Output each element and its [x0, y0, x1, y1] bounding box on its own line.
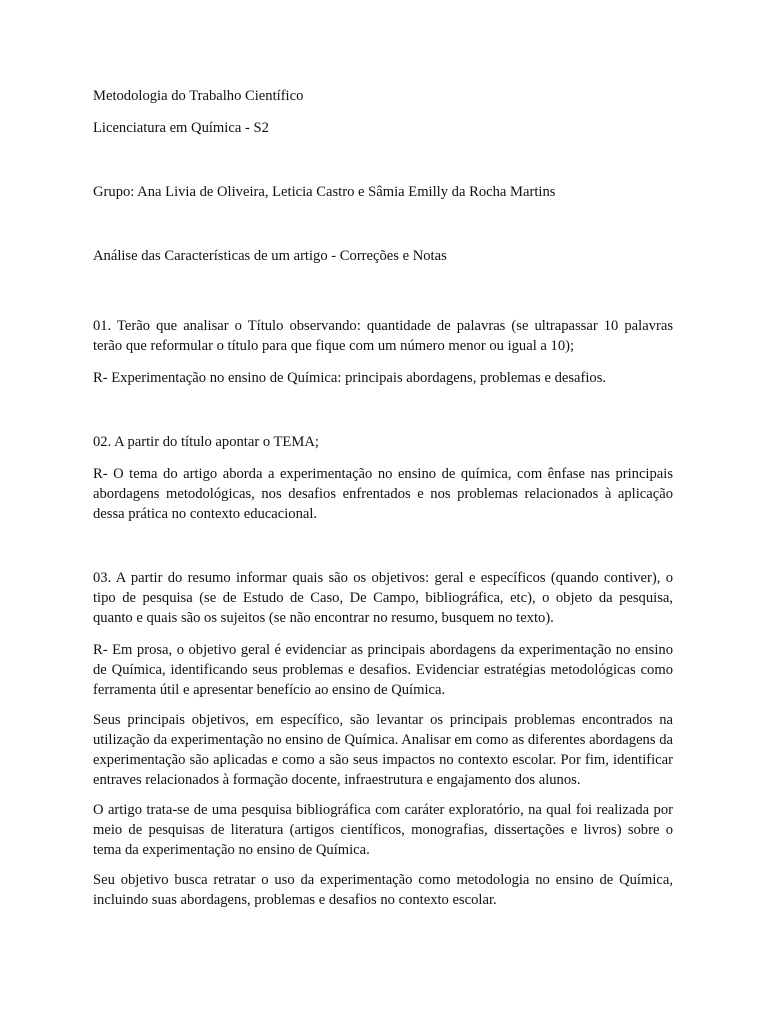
answer-02: R- O tema do artigo aborda a experimentação no ensino de química, com ênfase nas principais abordagens metodológicas, nos desafios enfrentados e nos problemas relacionados à aplicação dessa prática no contexto educacional.	[93, 466, 673, 522]
document-title: Análise das Características de um artigo - Correções e Notas	[93, 248, 447, 264]
question-02: 02. A partir do título apontar o TEMA;	[93, 434, 319, 450]
document-page	[93, 86, 673, 910]
question-01: 01. Terão que analisar o Título observando: quantidade de palavras (se ultrapassar 10 palavras terão que reformular o título para que fique com um número menor ou igual a 10);	[93, 318, 673, 354]
answer-03-paragraph-4: Seu objetivo busca retratar o uso da experimentação como metodologia no ensino de Química, incluindo suas abordagens, problemas e desafios no contexto escolar.	[93, 872, 673, 908]
answer-03-paragraph-1: R- Em prosa, o objetivo geral é evidenciar as principais abordagens da experimentação no ensino de Química, identificando seus problemas e desafios. Evidenciar estratégias metodológicas como ferramenta útil e apresentar benefício ao ensino de Química.	[93, 642, 673, 698]
answer-03-paragraph-2: Seus principais objetivos, em específico, são levantar os principais problemas encontrados na utilização da experimentação no ensino de Química. Analisar em como as diferentes abordagens da experimentação são aplicadas e como a são seus impactos no contexto escolar. Por fim, identificar entraves relacionados à formação docente, infraestrutura e engajamento dos alunos.	[93, 712, 673, 788]
answer-01: R- Experimentação no ensino de Química: principais abordagens, problemas e desafios.	[93, 370, 607, 386]
question-03: 03. A partir do resumo informar quais são os objetivos: geral e específicos (quando contiver), o tipo de pesquisa (se de Estudo de Caso, De Campo, bibliográfica, etc), o objeto da pesquisa, quanto e quais são os sujeitos (se não encontrar no resumo, busquem no texto).	[93, 570, 673, 626]
course-title: Metodologia do Trabalho Científico	[93, 88, 304, 104]
program-line: Licenciatura em Química - S2	[93, 120, 269, 136]
group-members: Grupo: Ana Livia de Oliveira, Leticia Castro e Sâmia Emilly da Rocha Martins	[93, 184, 556, 200]
answer-03-paragraph-3: O artigo trata-se de uma pesquisa bibliográfica com caráter exploratório, na qual foi realizada por meio de pesquisas de literatura (artigos científicos, monografias, dissertações e livros) sobre o tema da experimentação no ensino de Química.	[93, 802, 673, 858]
